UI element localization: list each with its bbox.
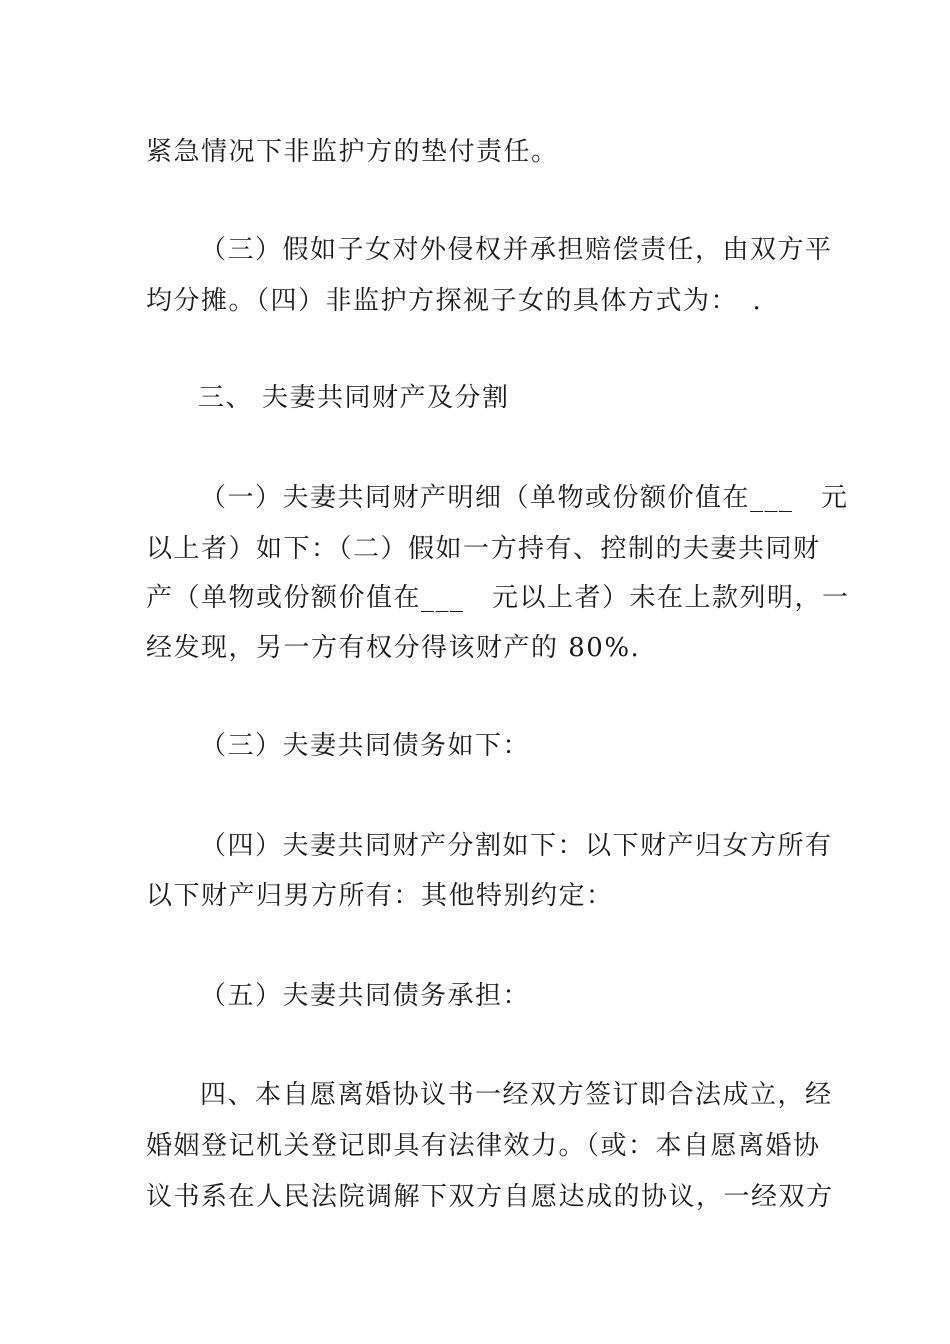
section-heading-title: 夫妻共同财产及分割 — [262, 383, 510, 413]
paragraph-line: 四、本自愿离婚协议书一经双方签订即合法成立，经 — [200, 1080, 833, 1110]
paragraph-line: 以上者）如下：（二）假如一方持有、控制的夫妻共同财 — [146, 534, 821, 564]
paragraph-line: 紧急情况下非监护方的垫付责任。 — [146, 137, 559, 167]
paragraph-line: 婚姻登记机关登记即具有法律效力。（或：本自愿离婚协 — [146, 1131, 821, 1161]
paragraph-line: 产（单物或份额价值在___ 元以上者）未在上款列明，一 — [146, 583, 850, 613]
paragraph-line: （一）夫妻共同财产明细（单物或份额价值在___ 元 — [200, 483, 849, 513]
paragraph-line: 以下财产归男方所有：其他特别约定： — [146, 881, 614, 911]
paragraph-line: 议书系在人民法院调解下双方自愿达成的协议，一经双方 — [146, 1182, 834, 1212]
section-heading-number: 三、 — [198, 383, 254, 413]
paragraph-line: （四）夫妻共同财产分割如下：以下财产归女方所有 — [200, 831, 833, 861]
paragraph-line: （三）夫妻共同债务如下： — [200, 731, 531, 761]
paragraph-line: （三）假如子女对外侵权并承担赔偿责任，由双方平 — [200, 235, 833, 265]
paragraph-line: 均分摊。（四）非监护方探视子女的具体方式为： . — [146, 286, 763, 316]
paragraph-line: 经发现，另一方有权分得该财产的 80%. — [146, 633, 641, 663]
paragraph-line: （五）夫妻共同债务承担： — [200, 981, 531, 1011]
